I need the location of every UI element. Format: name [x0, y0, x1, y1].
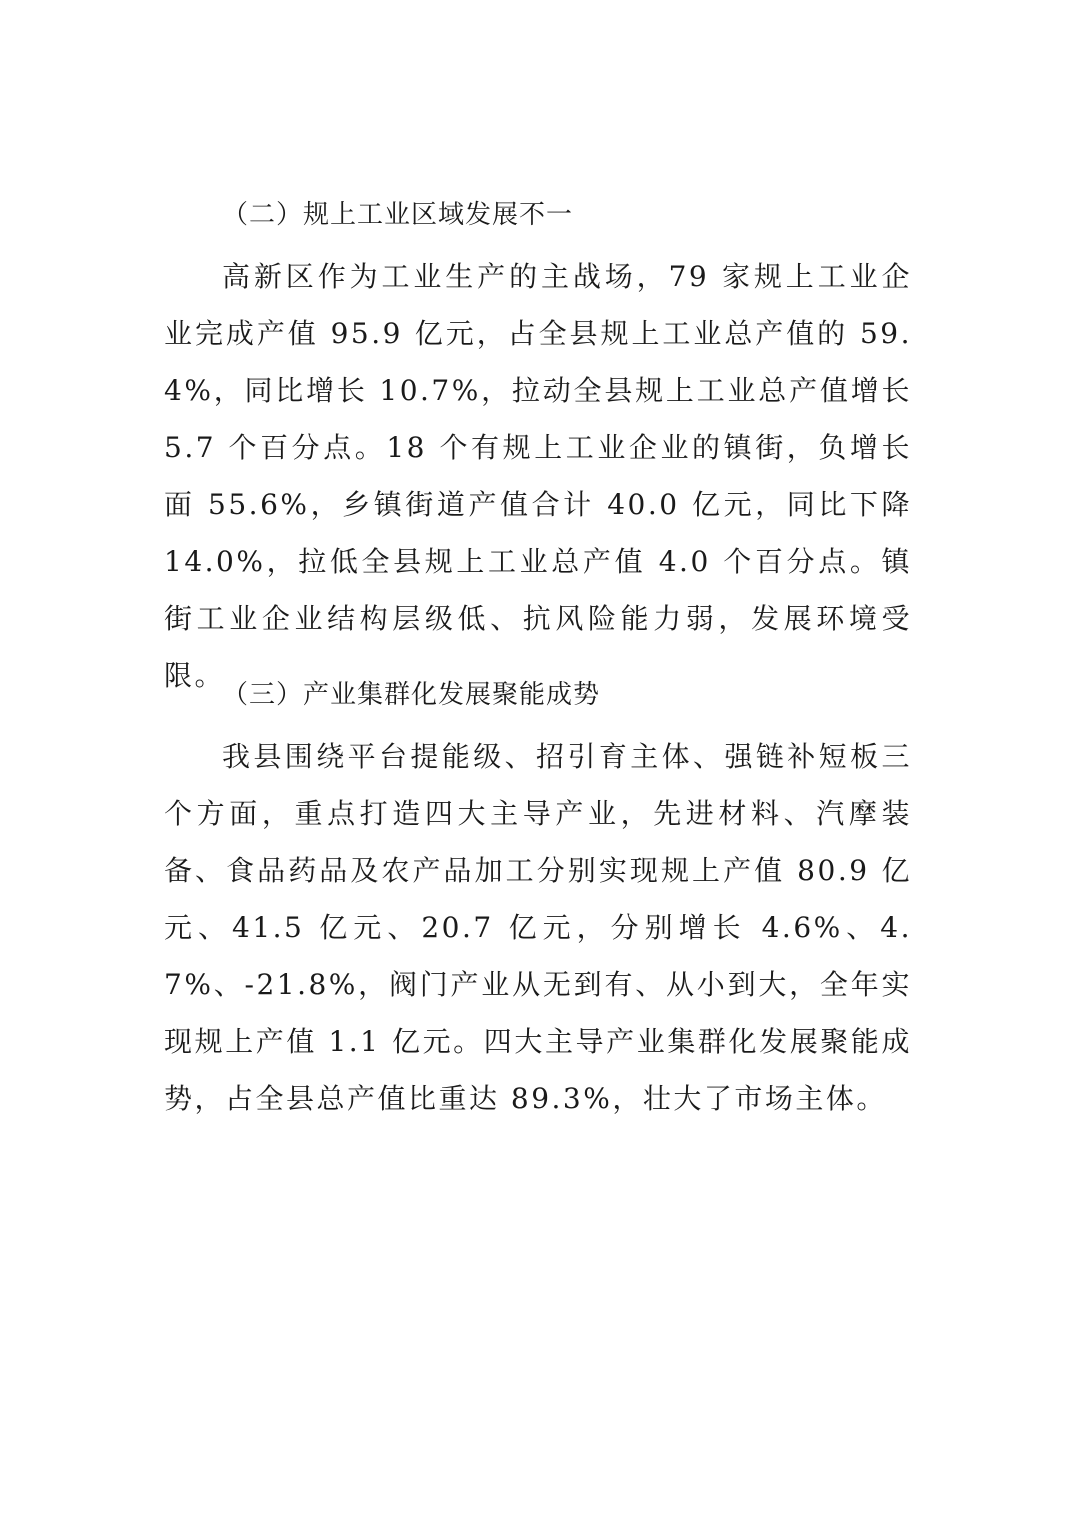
section-industry-cluster — [164, 675, 912, 1127]
section-heading: （三）产业集群化发展聚能成势 — [222, 680, 601, 710]
section-heading: （二）规上工业区域发展不一 — [222, 200, 574, 230]
section-paragraph: 我县围绕平台提能级、招引育主体、强链补短板三个方面，重点打造四大主导产业，先进材料、汽摩装备、食品药品及农产品加工分别实现规上产值 80.9 亿元、41.5 亿元、20.7 亿元，分别增长 4.6%、4.7%、-21.8%，阀门产业从无到有、从小到大，全年实现规上产值 1.1 亿元。四大主导产业集群化发展聚能成势，占全县总产值比重达 89.3%，壮大了市场主体。 — [164, 740, 912, 1115]
section-regional-development — [164, 195, 912, 704]
section-paragraph: 高新区作为工业生产的主战场，79 家规上工业企业完成产值 95.9 亿元，占全县规上工业总产值的 59.4%，同比增长 10.7%，拉动全县规上工业总产值增长 5.7 个百分点。18 个有规上工业企业的镇街，负增长面 55.6%，乡镇街道产值合计 40.0 亿元，同比下降 14.0%，拉低全县规上工业总产值 4.0 个百分点。镇街工业企业结构层级低、抗风险能力弱，发展环境受限。 — [164, 260, 912, 692]
